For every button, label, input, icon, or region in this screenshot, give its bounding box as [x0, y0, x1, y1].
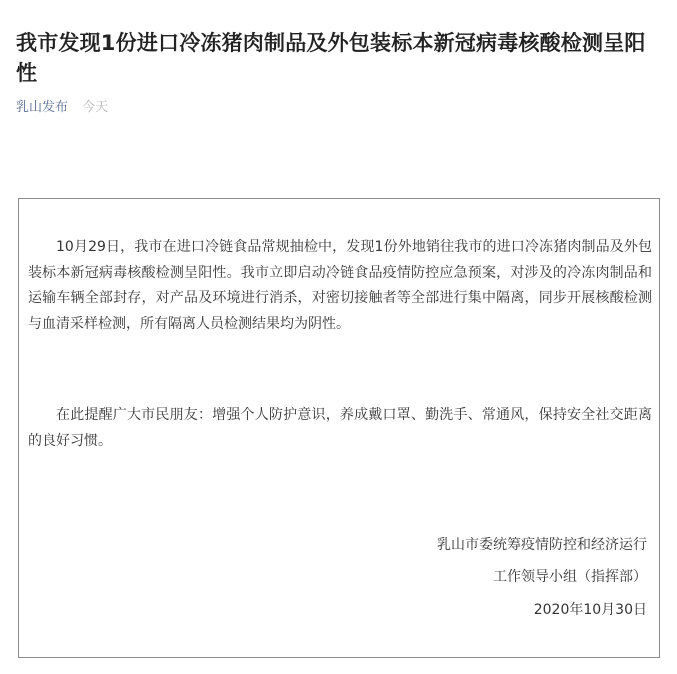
publish-date: 今天	[82, 100, 109, 115]
author-link[interactable]: 乳山发布	[16, 100, 69, 115]
notice-paragraph-2: 在此提醒广大市民朋友：增强个人防护意识，养成戴口罩、勤洗手、常通风，保持安全社交距离的良好习惯。	[28, 407, 652, 449]
notice-box	[18, 198, 660, 658]
signature-date: 2020年10月30日	[533, 602, 647, 618]
article-title: 我市发现1份进口冷冻猪肉制品及外包装标本新冠病毒核酸检测呈阳性	[16, 31, 646, 85]
notice-paragraph-1: 10月29日，我市在进口冷链食品常规抽检中，发现1份外地销往我市的进口冷冻猪肉制品及外包装标本新冠病毒核酸检测呈阳性。我市立即启动冷链食品疫情防控应急预案，对涉及的冷冻肉制品和运输车辆全部封存，对产品及环境进行消杀，对密切接触者等全部进行集中隔离，同步开展核酸检测与血清采样检测，所有隔离人员检测结果均为阴性。	[28, 239, 652, 332]
signature-org-line-1: 乳山市委统筹疫情防控和经济运行	[437, 537, 647, 553]
signature-org-line-2: 工作领导小组（指挥部）	[493, 569, 647, 585]
article-meta	[16, 99, 108, 117]
